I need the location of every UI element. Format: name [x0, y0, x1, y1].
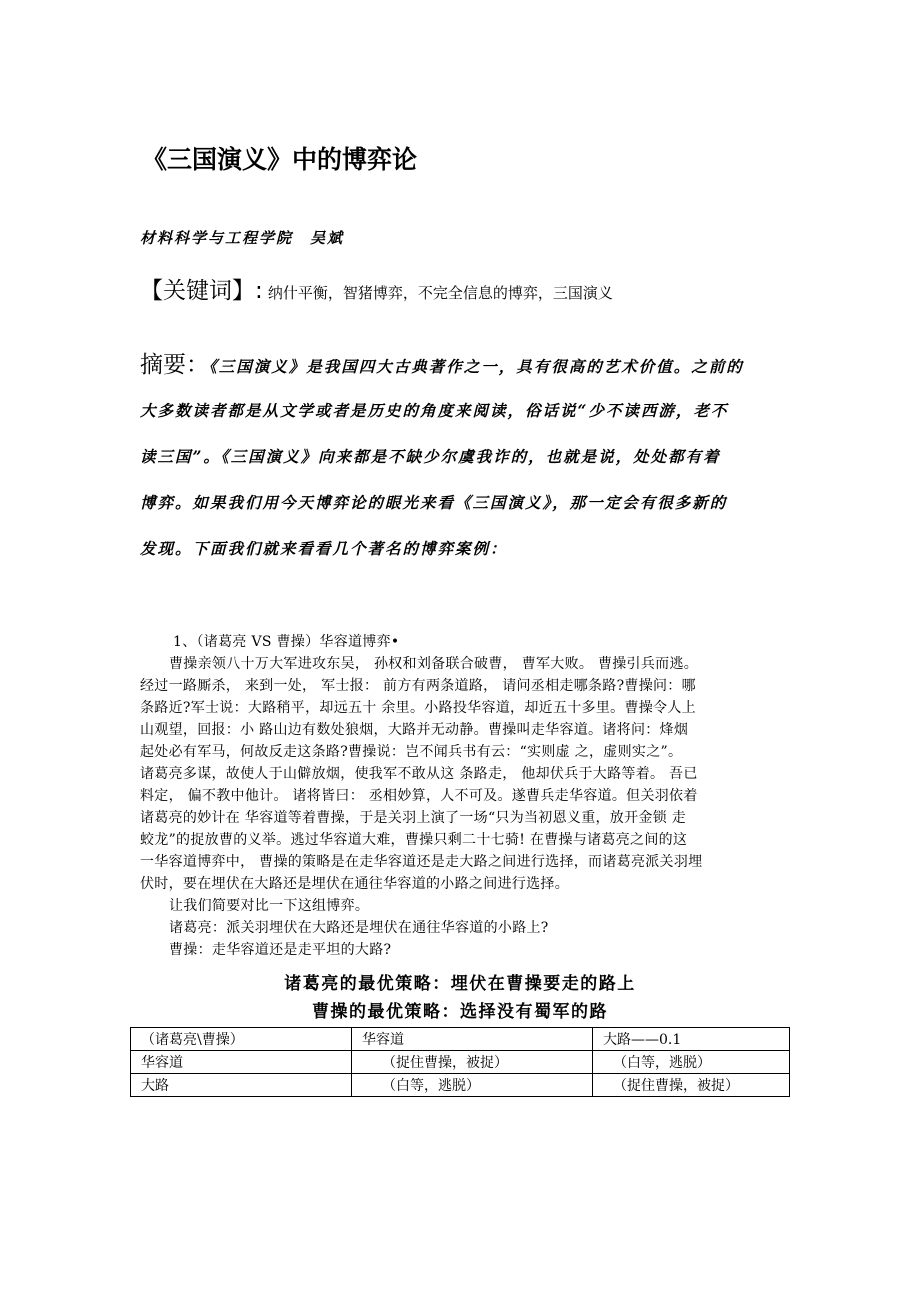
table-cell: （捉住曹操，被捉） — [593, 1074, 790, 1097]
paragraph-line: 诸葛亮多谋，故使人于山僻放烟，使我军不敢从这 条路走， 他却伏兵于大路等着。 吾已 — [140, 766, 698, 782]
table-cell: 华容道 — [131, 1051, 352, 1074]
abstract-text: 《三国演义》是我国四大古典著作之一，具有很高的艺术价值。之前的 — [209, 357, 744, 376]
table-row — [131, 1051, 790, 1074]
table-cell: （捉住曹操，被捉） — [352, 1051, 593, 1074]
abstract — [140, 342, 780, 572]
table-cell: 大路 — [131, 1074, 352, 1097]
paragraph-line: 山观望，回报：小 路山边有数处狼烟，大路并无动静。曹操叫走华容道。诸将问：烽烟 — [140, 722, 689, 738]
compare-line: 让我们简要对比一下这组博弈。 — [169, 898, 370, 914]
table-header-row — [131, 1028, 790, 1051]
payoff-table — [130, 1027, 790, 1097]
page-title: 《三国演义》中的博弈论 — [142, 145, 418, 174]
abstract-line: 读三国”。《三国演义》向来都是不缺少尔虞我诈的，也就是说，处处都有着 — [140, 447, 721, 466]
keywords-text: 纳什平衡，智猪博弈，不完全信息的博弈，三国演义 — [267, 284, 613, 302]
keywords-line — [140, 272, 613, 305]
paragraph-line: 条路近?军士说：大路稍平，却远五十 余里。小路投华容道，却近五十多里。曹操令人上 — [140, 700, 696, 716]
case-heading: 1、（诸葛亮 VS 曹操）华容道博弈• — [173, 634, 400, 650]
keywords-label: 【关键词】 — [140, 278, 255, 304]
abstract-line: 博弈。如果我们用今天博弈论的眼光来看《三国演义》，那一定会有很多新的 — [140, 493, 728, 512]
abstract-line — [140, 342, 780, 388]
table-cell: 华容道 — [352, 1028, 593, 1051]
table-cell: （白等，逃脱） — [593, 1051, 790, 1074]
paragraph-line: 一华容道博弈中， 曹操的策略是在走华容道还是走大路之间进行选择，而诸葛亮派关羽埋 — [140, 854, 703, 870]
zhuge-question: 诸葛亮：派关羽埋伏在大路还是埋伏在通往华容道的小路上? — [169, 920, 549, 936]
keywords-colon: : — [255, 278, 263, 304]
table-cell: （诸葛亮\曹操） — [131, 1028, 352, 1051]
cao-optimal-strategy: 曹操的最优策略：选择没有蜀军的路 — [312, 1002, 608, 1022]
paragraph-line: 经过一路厮杀， 来到一处， 军士报： 前方有两条道路， 请问丞相走哪条路?曹操问：哪 — [140, 678, 696, 694]
table-row — [131, 1074, 790, 1097]
paragraph-line: 诸葛亮的妙计在 华容道等着曹操，于是关羽上演了一场“只为当初恩义重，放开金锁 走 — [140, 810, 687, 826]
abstract-line: 大多数读者都是从文学或者是历史的角度来阅读，俗话说“少不读西游，老不 — [140, 401, 729, 420]
abstract-line: 发现。下面我们就来看看几个著名的博弈案例： — [140, 539, 508, 558]
paragraph-line: 曹操亲领八十万大军进攻东吴， 孙权和刘备联合破曹， 曹军大败。 曹操引兵而逃。 — [169, 656, 699, 672]
abstract-label: 摘要： — [140, 352, 209, 378]
case-section — [140, 631, 790, 961]
table-cell: 大路——0.1 — [593, 1028, 790, 1051]
strategy-headings — [130, 970, 790, 1026]
paragraph-line: 蛟龙”的捉放曹的义举。逃过华容道大难，曹操只剩二十七骑! 在曹操与诸葛亮之间的这 — [140, 832, 688, 848]
table-cell: （白等，逃脱） — [352, 1074, 593, 1097]
paragraph-line: 起处必有军马，何故反走这条路?曹操说：岂不闻兵书有云：“实则虚 之，虚则实之”。 — [140, 744, 683, 760]
paragraph-line: 料定， 偏不教中他计。 诸将皆曰： 丞相妙算，人不可及。遂曹兵走华容道。但关羽依着 — [140, 788, 698, 804]
paragraph-line: 伏时，要在埋伏在大路还是埋伏在通往华容道的小路之间进行选择。 — [140, 876, 569, 892]
zhuge-optimal-strategy: 诸葛亮的最优策略：埋伏在曹操要走的路上 — [284, 974, 636, 994]
cao-question: 曹操：走华容道还是走平坦的大路? — [169, 942, 392, 958]
author-line: 材料科学与工程学院 吴斌 — [140, 229, 345, 247]
